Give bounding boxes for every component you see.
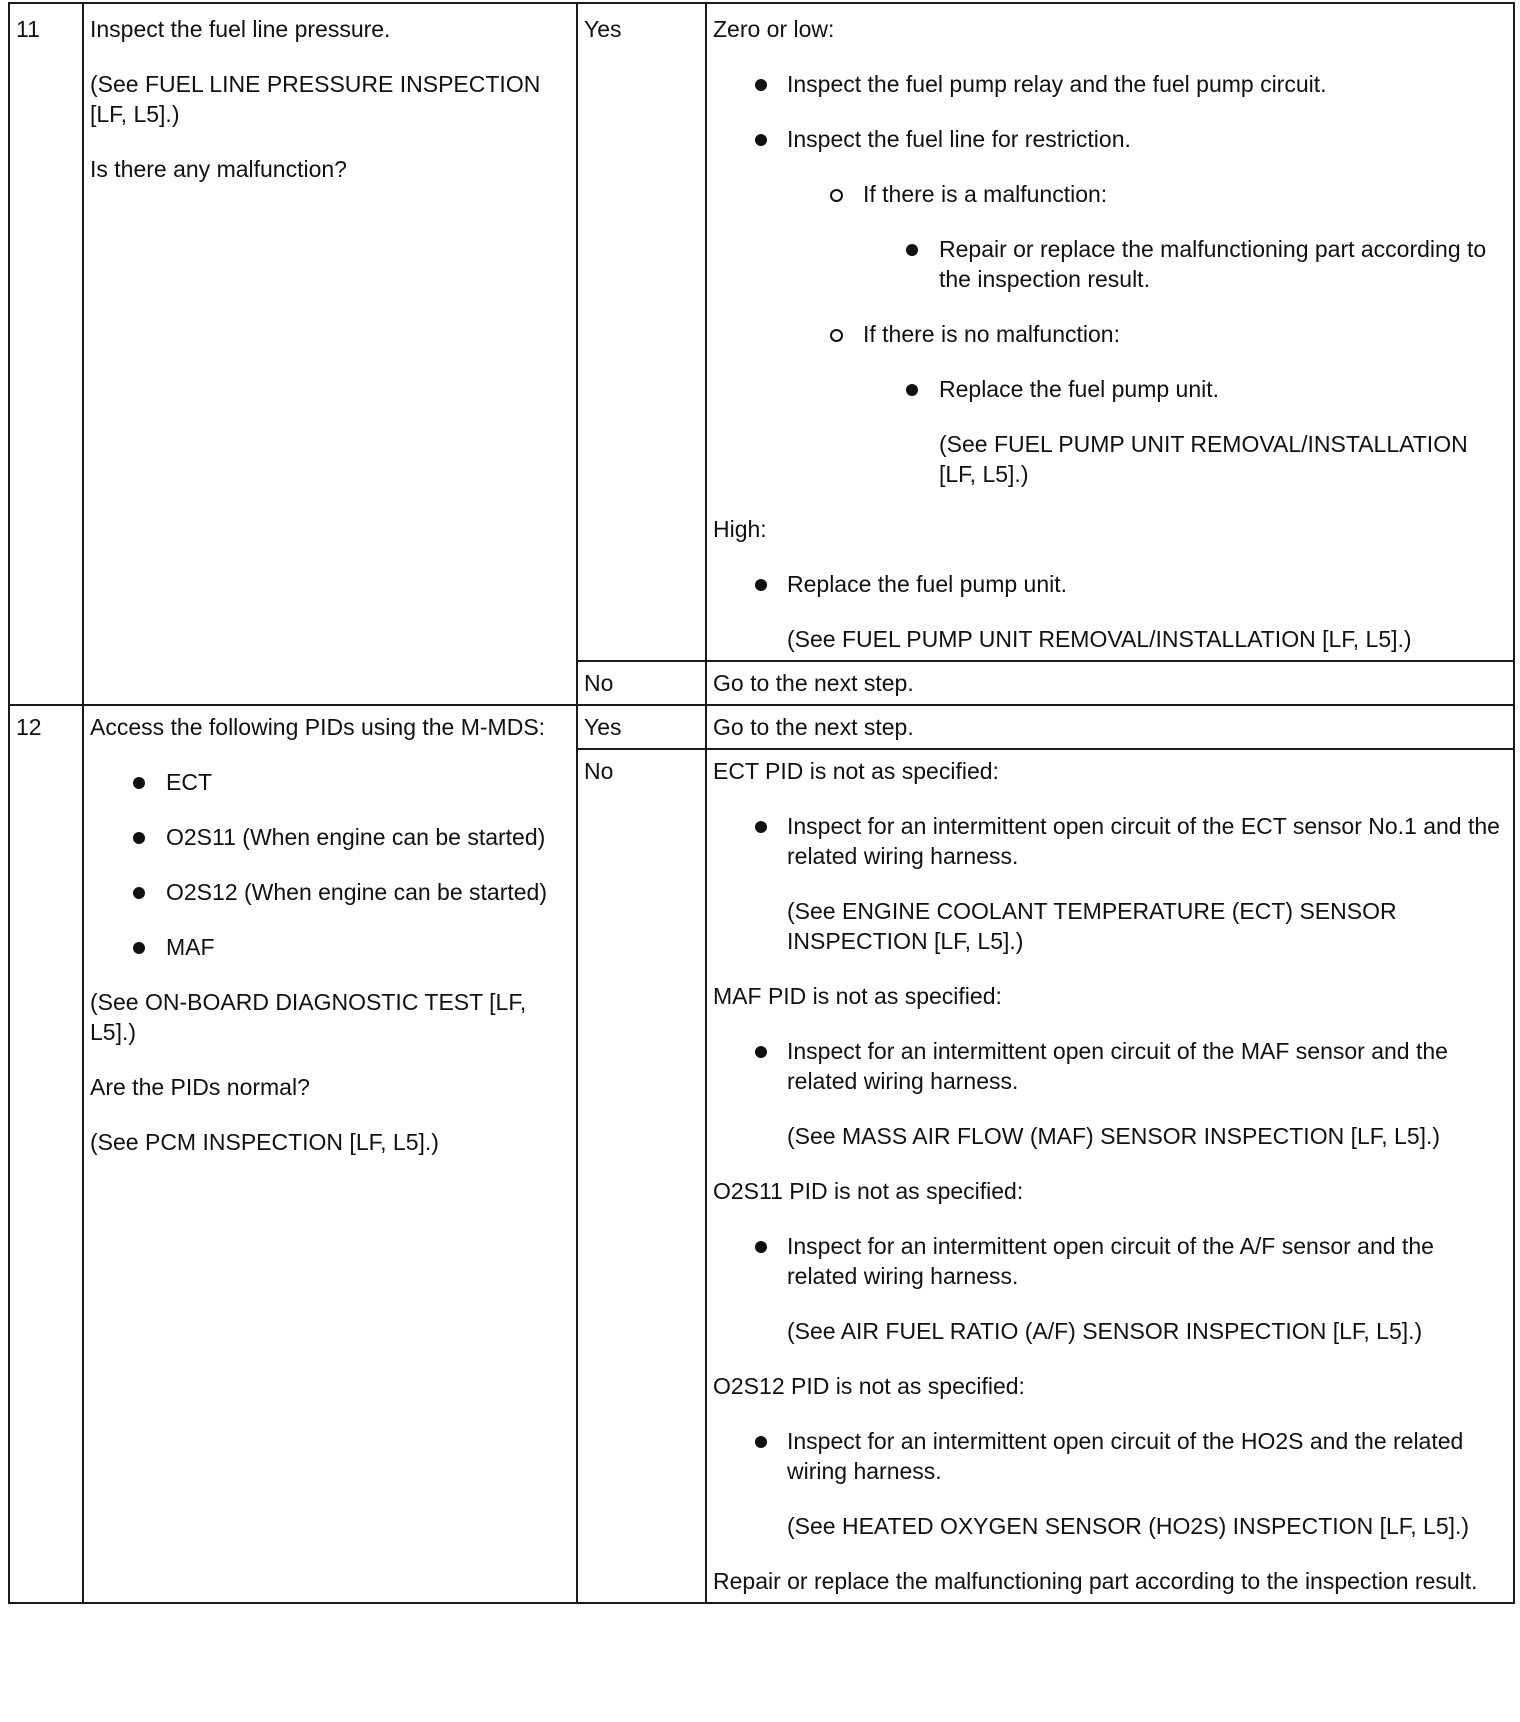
o2s12-heading: O2S12 PID is not as specified: — [713, 1373, 1025, 1399]
step-11-reference: (See FUEL LINE PRESSURE INSPECTION [LF, L5].) — [90, 71, 541, 127]
step-11-instruction: Inspect the fuel line pressure. — [90, 16, 391, 42]
ho2s-reference: (See HEATED OXYGEN SENSOR (HO2S) INSPECTION [LF, L5].) — [787, 1513, 1470, 1539]
step-12-reference: (See ON-BOARD DIAGNOSTIC TEST [LF, L5].) — [90, 989, 527, 1045]
closing-instruction: Repair or replace the malfunctioning part according to the inspection result. — [713, 1568, 1478, 1594]
bullet-icon — [906, 244, 918, 256]
step-12-action — [83, 705, 577, 1603]
bullet-icon — [133, 777, 145, 789]
step-11-row-yes — [9, 3, 1514, 661]
list-item: Replace the fuel pump unit. — [713, 569, 1507, 599]
step-12-no-label: No — [577, 749, 706, 1603]
bullet-icon — [755, 79, 767, 91]
list-item: Inspect for an intermittent open circuit of the ECT sensor No.1 and the related wiring harness. — [713, 811, 1507, 871]
list-item: Inspect the fuel pump relay and the fuel pump circuit. — [713, 69, 1507, 99]
step-11-yes-label: Yes — [577, 3, 706, 661]
bullet-icon — [133, 887, 145, 899]
bullet-icon — [755, 579, 767, 591]
list-item: Inspect the fuel line for restriction. — [713, 124, 1507, 154]
bullet-icon — [906, 384, 918, 396]
step-number-12: 12 — [9, 705, 83, 1603]
ect-reference: (See ENGINE COOLANT TEMPERATURE (ECT) SENSOR INSPECTION [LF, L5].) — [787, 898, 1397, 954]
bullet-icon — [755, 1436, 767, 1448]
list-item: MAF — [90, 932, 570, 962]
list-item: Inspect for an intermittent open circuit of the A/F sensor and the related wiring harness. — [713, 1231, 1507, 1291]
step-11-no-result: Go to the next step. — [706, 661, 1514, 705]
list-item: Repair or replace the malfunctioning part according to the inspection result. — [713, 234, 1507, 294]
list-item: ECT — [90, 767, 570, 797]
step-12-yes-label: Yes — [577, 705, 706, 749]
fuel-pump-reference: (See FUEL PUMP UNIT REMOVAL/INSTALLATION [LF, L5].) — [787, 626, 1412, 652]
step-12-row-yes — [9, 705, 1514, 749]
list-item: O2S11 (When engine can be started) — [90, 822, 570, 852]
diagnostic-steps-table — [8, 2, 1515, 1604]
step-12-no-result — [706, 749, 1514, 1603]
hollow-bullet-icon — [830, 329, 843, 342]
hollow-bullet-icon — [830, 189, 843, 202]
bullet-icon — [755, 821, 767, 833]
bullet-icon — [133, 832, 145, 844]
fuel-pump-reference: (See FUEL PUMP UNIT REMOVAL/INSTALLATION [LF, L5].) — [939, 431, 1468, 487]
list-item: Inspect for an intermittent open circuit of the MAF sensor and the related wiring harness. — [713, 1036, 1507, 1096]
list-item: If there is no malfunction: — [713, 319, 1507, 349]
step-12-yes-result: Go to the next step. — [706, 705, 1514, 749]
step-11-no-label: No — [577, 661, 706, 705]
list-item: Replace the fuel pump unit. — [713, 374, 1507, 404]
maf-heading: MAF PID is not as specified: — [713, 983, 1002, 1009]
troubleshooting-table-page — [8, 2, 1513, 1604]
step-12-question: Are the PIDs normal? — [90, 1074, 310, 1100]
zero-or-low-heading: Zero or low: — [713, 16, 835, 42]
step-12-instruction: Access the following PIDs using the M-MDS: — [90, 714, 546, 740]
ect-heading: ECT PID is not as specified: — [713, 758, 999, 784]
step-number-11: 11 — [9, 3, 83, 705]
bullet-icon — [755, 134, 767, 146]
high-heading: High: — [713, 516, 767, 542]
step-11-question: Is there any malfunction? — [90, 156, 347, 182]
maf-reference: (See MASS AIR FLOW (MAF) SENSOR INSPECTION [LF, L5].) — [787, 1123, 1441, 1149]
list-item: If there is a malfunction: — [713, 179, 1507, 209]
o2s11-heading: O2S11 PID is not as specified: — [713, 1178, 1024, 1204]
af-sensor-reference: (See AIR FUEL RATIO (A/F) SENSOR INSPECTION [LF, L5].) — [787, 1318, 1423, 1344]
step-12-pcm-reference: (See PCM INSPECTION [LF, L5].) — [90, 1129, 439, 1155]
bullet-icon — [755, 1241, 767, 1253]
list-item: O2S12 (When engine can be started) — [90, 877, 570, 907]
list-item: Inspect for an intermittent open circuit of the HO2S and the related wiring harness. — [713, 1426, 1507, 1486]
step-11-action — [83, 3, 577, 705]
bullet-icon — [755, 1046, 767, 1058]
bullet-icon — [133, 942, 145, 954]
step-11-yes-result — [706, 3, 1514, 661]
